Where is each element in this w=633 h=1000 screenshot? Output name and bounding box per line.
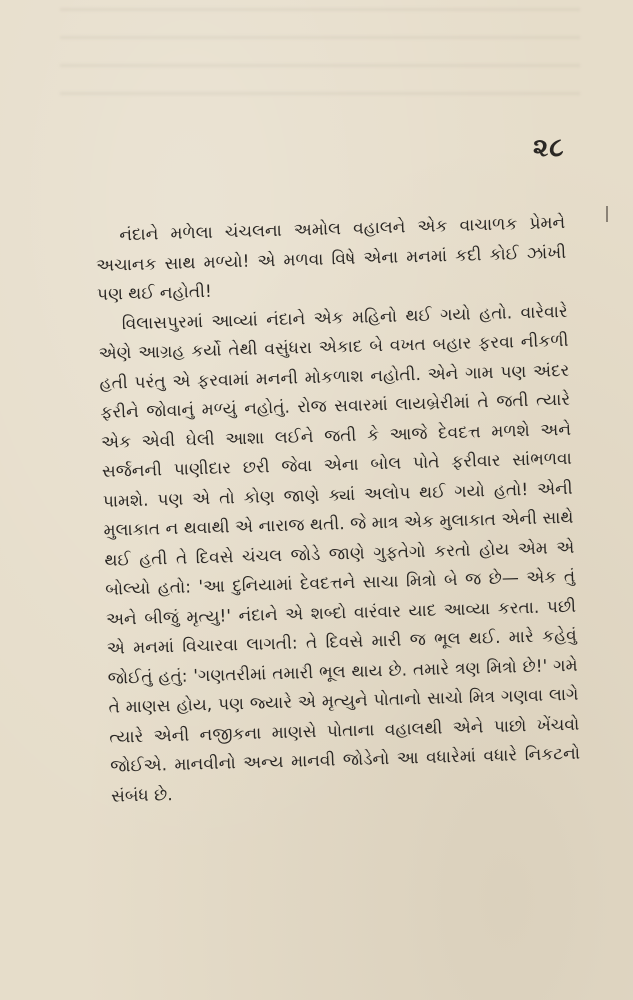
paragraph-2: વિલાસપુરમાં આવ્યાં નંદાને એક મહિનો થઈ ગયો હતો. વારેવારે એણે આગ્રહ કર્યો તેથી વસુંધરા એકાદ બે વખત બહાર ફરવા નીકળી હતી પરંતુ એ ફરવામાં મનની મોકળાશ નહોતી. એને ગામ પણ અંદર ફરીને જોવાનું મળ્યું નહોતું. રોજ સવારમાં લાયબ્રેરીમાં તે જતી ત્યારે એક એવી ઘેલી આશા લઈને જતી કે આજે દેવદત્ત મળશે અને સર્જનની પાણીદાર છરી જેવા એના બોલ પોતે ફરીવાર સાંભળવા પામશે. પણ એ તો કોણ જાણે ક્યાં અલોપ થઈ ગયો હતો! એની મુલાકાત ન થવાથી એ નારાજ થતી. જે માત્ર એક મુલાકાત એની સાથે થઈ હતી તે દિવસે ચંચલ જોડે જાણે ગુફતેગો કરતો હોય એમ એ બોલ્યો હતો: 'આ દુનિયામાં દેવદત્તને સાચા મિત્રો બે જ છે— એક તું અને બીજું મૃત્યુ!' નંદાને એ શબ્દો વારંવાર યાદ આવ્યા કરતા. પછી એ મનમાં વિચારવા લાગતી: તે દિવસે મારી જ ભૂલ થઈ. મારે કહેવું જોઈતું હતું: 'ગણતરીમાં તમારી ભૂલ થાય છે. તમારે ત્રણ મિત્રો છે!' ગમે તે માણસ હોય, પણ જ્યારે એ મૃત્યુને પોતાનો સાચો મિત્ર ગણવા લાગે ત્યારે એની નજીકના માણસે પોતાના વહાલથી એને પાછો ખેંચવો જોઈએ. માનવીનો અન્ય માનવી જોડેનો આ વધારેમાં વધારે નિકટનો સંબંધ છે. <box>98 301 581 807</box>
page-number: ૨૮ <box>533 133 565 163</box>
bleed-through-texture <box>60 8 580 98</box>
margin-mark <box>606 206 608 222</box>
body-text <box>95 209 581 812</box>
paragraph-1: નંદાને મળેલા ચંચલના અમોલ વહાલને એક વાચાળક પ્રેમને અચાનક સાથ મળ્યો! એ મળવા વિષે એના મનમાં કદી કોઈ ઝાંખી પણ થઈ નહોતી! <box>95 212 567 305</box>
